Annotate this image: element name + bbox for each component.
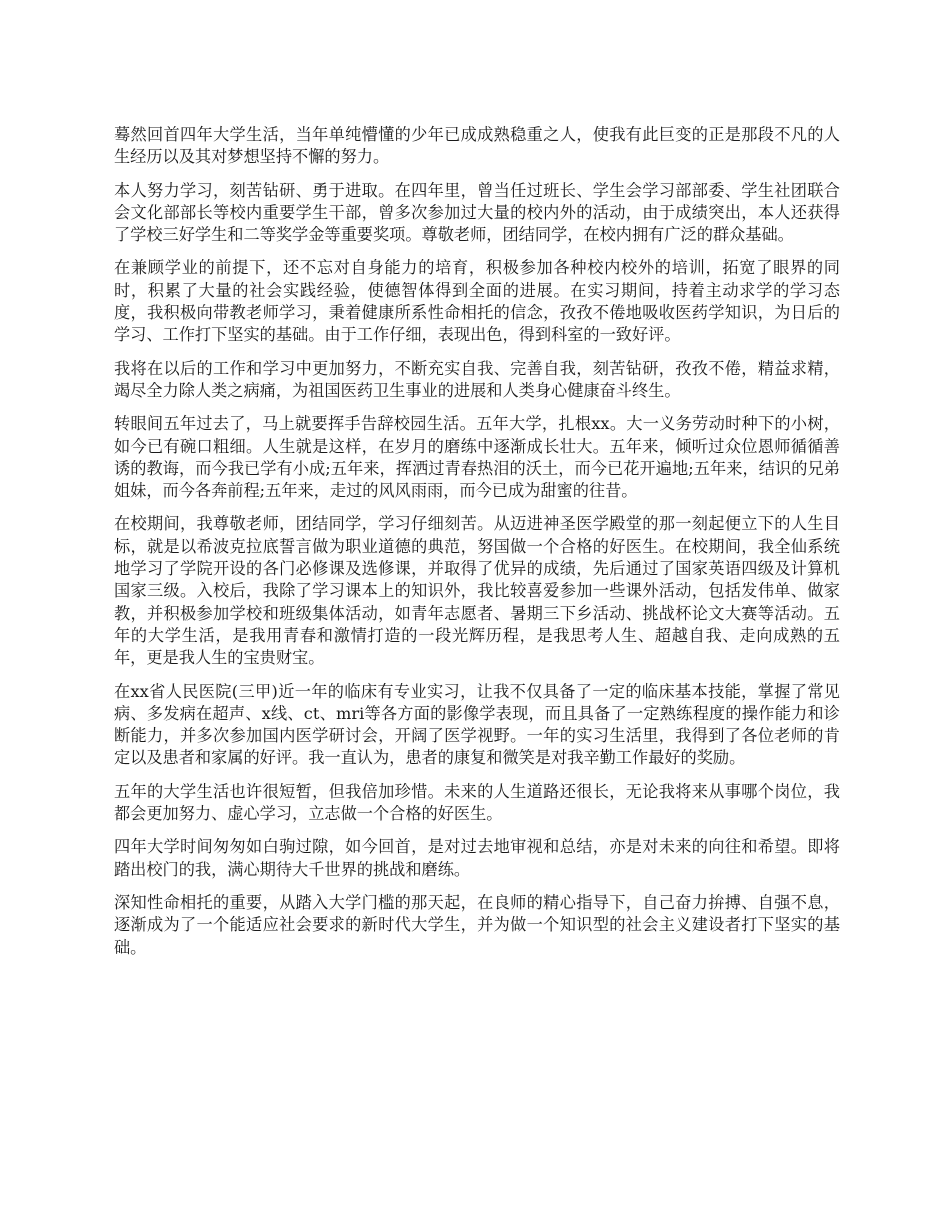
paragraph-1: 蓦然回首四年大学生活，当年单纯懵懂的少年已成成熟稳重之人，使我有此巨变的正是那段不凡的人生经历以及其对梦想坚持不懈的努力。 bbox=[114, 125, 840, 167]
paragraph-9: 四年大学时间匆匆如白驹过隙，如今回首，是对过去地审视和总结，亦是对未来的向往和希望。即将踏出校门的我，满心期待大千世界的挑战和磨练。 bbox=[114, 837, 840, 879]
paragraph-4: 我将在以后的工作和学习中更加努力，不断充实自我、完善自我，刻苦钻研，孜孜不倦，精益求精，竭尽全力除人类之病痛，为祖国医药卫生事业的进展和人类身心健康奋斗终生。 bbox=[114, 358, 840, 400]
paragraph-3: 在兼顾学业的前提下，还不忘对自身能力的培育，积极参加各种校内校外的培训，拓宽了眼界的同时，积累了大量的社会实践经验，使德智体得到全面的进展。在实习期间，持着主动求学的学习态度，我积极向带教老师学习，秉着健康所系性命相托的信念，孜孜不倦地吸收医药学知识，为日后的学习、工作打下坚实的基础。由于工作仔细，表现出色，得到科室的一致好评。 bbox=[114, 258, 840, 345]
document-body bbox=[114, 124, 840, 970]
paragraph-6: 在校期间，我尊敬老师，团结同学，学习仔细刻苦。从迈进神圣医学殿堂的那一刻起便立下的人生目标，就是以希波克拉底誓言做为职业道德的典范，努国做一个合格的好医生。在校期间，我全仙系统地学习了学院开设的各门必修课及选修课，并取得了优异的成绩，先后通过了国家英语四级及计算机国家三级。入校后，我除了学习课本上的知识外，我比较喜爱参加一些课外活动，包括发伟单、做家教，并积极参加学校和班级集体活动，如青年志愿者、暑期三下乡活动、挑战杯论文大赛等活动。五年的大学生活，是我用青春和激情打造的一段光辉历程，是我思考人生、超越自我、走向成熟的五年，更是我人生的宝贵财宝。 bbox=[114, 514, 840, 668]
paragraph-2: 本人努力学习，刻苦钻研、勇于进取。在四年里，曾当任过班长、学生会学习部部委、学生社团联合会文化部部长等校内重要学生干部，曾多次参加过大量的校内外的活动，由于成绩突出，本人还获得了学校三好学生和二等奖学金等重要奖项。尊敬老师，团结同学，在校内拥有广泛的群众基础。 bbox=[114, 180, 840, 245]
paragraph-8: 五年的大学生活也许很短暂，但我倍加珍惜。未来的人生道路还很长，无论我将来从事哪个岗位，我都会更加努力、虚心学习，立志做一个合格的好医生。 bbox=[114, 781, 840, 824]
paragraph-5: 转眼间五年过去了，马上就要挥手告辞校园生活。五年大学，扎根xx。大一义务劳动时种下的小树，如今已有碗口粗细。人生就是这样，在岁月的磨练中逐渐成长壮大。五年来，倾听过众位恩师循循善诱的教诲，而今我已学有小成;五年来，挥洒过青春热泪的沃土，而今已花开遍地;五年来，结识的兄弟姐妹，而今各奔前程;五年来，走过的风风雨雨，而今已成为甜蜜的往昔。 bbox=[114, 414, 840, 501]
paragraph-7: 在xx省人民医院(三甲)近一年的临床有专业实习，让我不仅具备了一定的临床基本技能，掌握了常见病、多发病在超声、x线、ct、mri等各方面的影像学表现，而且具备了一定熟练程度的操作能力和诊断能力，并多次参加国内医学研讨会，开阔了医学视野。一年的实习生活里，我得到了各位老师的肯定以及患者和家属的好评。我一直认为，患者的康复和微笑是对我辛勤工作最好的奖励。 bbox=[114, 681, 840, 768]
paragraph-10: 深知性命相托的重要，从踏入大学门槛的那天起，在良师的精心指导下，自己奋力拚搏、自强不息，逐渐成为了一个能适应社会要求的新时代大学生，并为做一个知识型的社会主义建设者打下坚实的基础。 bbox=[114, 892, 840, 957]
